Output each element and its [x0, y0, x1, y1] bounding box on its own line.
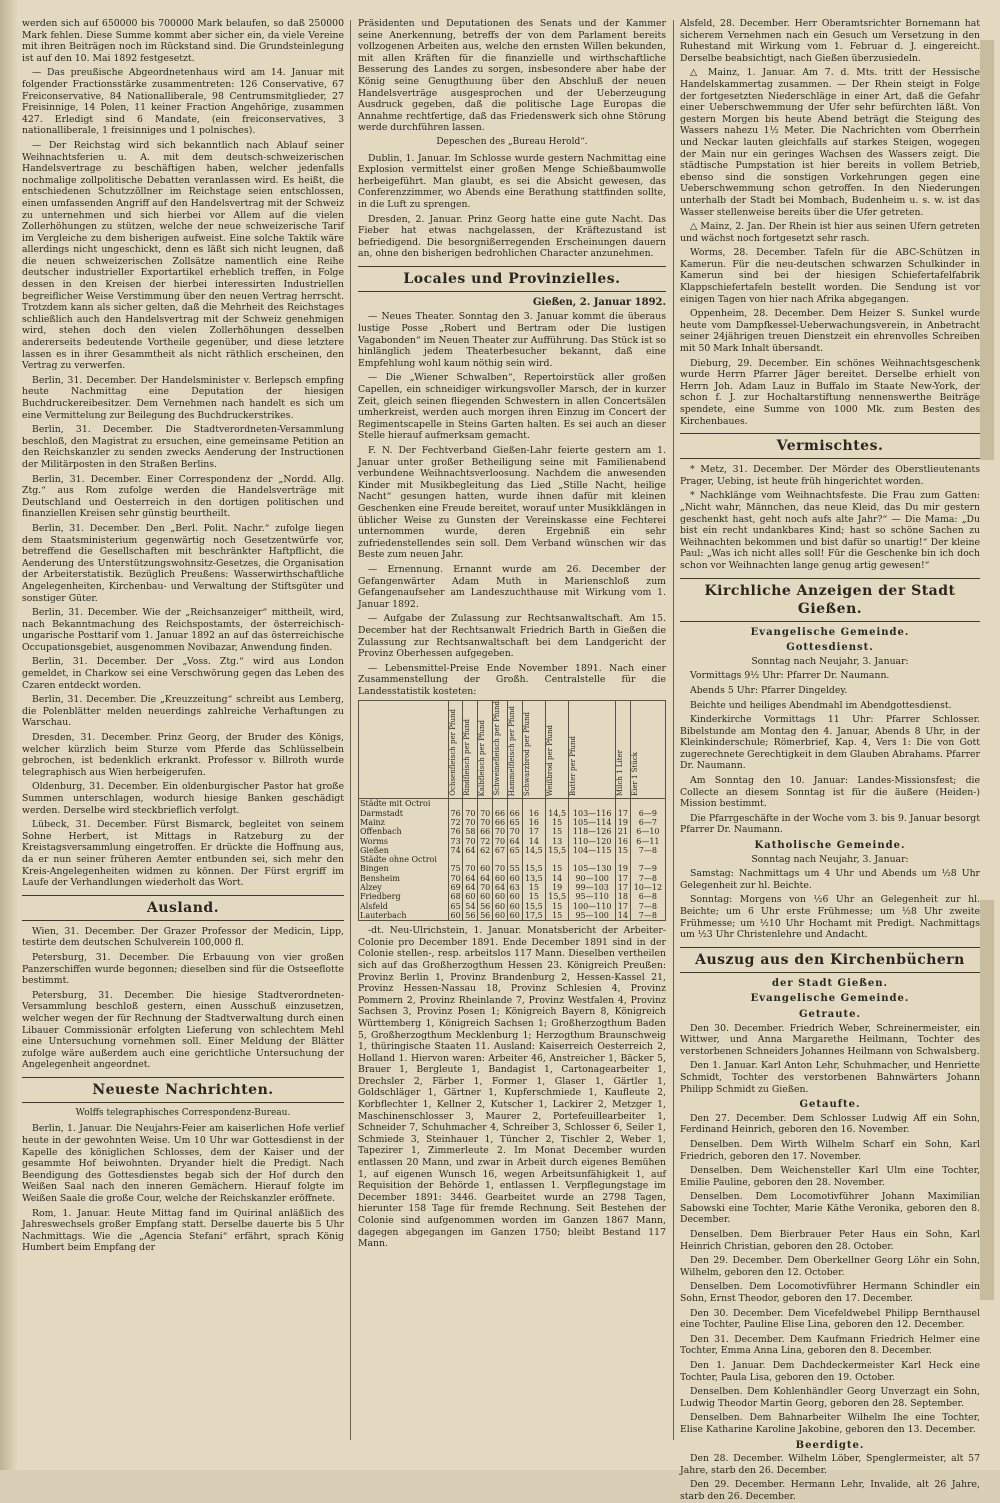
news-item: Berlin, 1. Januar. Die Neujahrs-Feier am kaiserlichen Hofe verlief heute in der gewohnten Weise. Um 10 Uhr war Gottesdienst in der Kapelle des königlichen Schlosses, dem der Kaiser und der gesammte Hof beiwohnten. Dryander hielt die Predigt. Nach Beendigung des Gottesdienstes begab sich der Hof durch den Weißen Saal nach den inneren Gemächern. Hierauf folgte im Weißen Saale die große Cour, welche der Reichskanzler eröffnete. — [22, 1123, 344, 1205]
table-cell: 70 — [493, 864, 508, 873]
table-cell: 15 — [546, 864, 569, 873]
table-header-label: Schwarzbrod per Pfund — [522, 711, 531, 797]
table-cell — [546, 799, 569, 809]
news-item: Petersburg, 31. December. Die hiesige Stadtverordneten-Versammlung beschloß gestern, einen Ausschuß einzusetzen, welcher wegen der für Rechnung der Stadtverwaltung durch einen Libauer Commissionär erfolgten Lieferung von schlechtem Mehl eine Untersuchung vornehmen soll. Einer Meldung der Blätter zufolge wäre außerdem auch eine gerichtliche Untersuchung der Angelegenheit angeordnet. — [22, 989, 344, 1071]
news-item: Berlin, 31. December. Die „Kreuzzeitung“ schreibt aus Lemberg, die Polenblätter melden neuerdings zahlreiche Verhaftungen zu Warschau. — [22, 694, 344, 729]
service-line: Am Sonntag den 10. Januar: Landes-Missionsfest; die Collecte an diesem Sonntag ist für die äußere (Heiden-) Mission bestimmt. — [680, 775, 980, 810]
table-cell: 70 — [507, 827, 522, 836]
table-cell — [522, 855, 545, 864]
service-line: Sonntag nach Neujahr, 3. Januar: — [751, 853, 909, 865]
table-cell: 70 — [478, 818, 493, 827]
table-cell: 65 — [448, 902, 463, 911]
table-cell: 7—8 — [630, 846, 665, 855]
subheading-stadt: der Stadt Gießen. — [772, 977, 888, 989]
table-header-label: Kalbfleisch per Pfund — [478, 719, 487, 797]
table-cell: 60 — [493, 874, 508, 883]
table-header — [546, 701, 569, 799]
news-item: — Die „Wiener Schwalben“, Repertoirstück aller großen Capellen, ein schneidiger wirkungsvoller Marsch, der in kurzer Zeit, gleich seinen fliegenden Schwestern in allen Concertsälen umherkreist, werden auch morgen ihren Einzug im Concert der Regimentscapelle in Steins Garten halten. Es sei auch an dieser Stelle hierauf aufmerksam gemacht. — [358, 372, 666, 442]
table-cell: 17 — [615, 902, 630, 911]
table-cell: 15 — [546, 818, 569, 827]
service-line: Abends 5 Uhr: Pfarrer Dingeldey. — [690, 684, 848, 696]
column-left — [22, 18, 344, 1458]
subheading-getaufte: Getaufte. — [799, 1099, 861, 1111]
news-item: Dublin, 1. Januar. Im Schlosse wurde gestern Nachmittag eine Explosion vermittelst einer großen Menge Schießbaumwolle herbeigeführt. Man glaubt, es sei die Absicht gewesen, das Conferenzzimmer, wo Abends eine Berathung stattfinden sollte, in die Luft zu sprengen. — [358, 152, 666, 210]
register-entry: Den 30. December. Friedrich Weber, Schreinermeister, ein Wittwer, und Anna Margarethe Heilmann, Tochter des verstorbenen Schneiders Johannes Heilmann von Schwalsberg. — [680, 1022, 980, 1057]
register-entry: Denselben. Dem Wirth Wilhelm Scharf ein Sohn, Karl Friedrich, geboren den 17. November. — [680, 1138, 980, 1162]
table-cell: 17 — [615, 874, 630, 883]
news-item: Lübeck, 31. December. Fürst Bismarck, begleitet von seinem Sohne Herbert, ist Mittags in Ratzeburg zu der Kreistagsversammlung eingetroffen. Er drückte die Hoffnung aus, da er nun seiner früheren Aemter entbunden sei, sich mehr den Kreis-Angelegenheiten widmen zu können. Der Fürst ergriff im Laufe der Verhandlungen wiederholt das Wort. — [22, 819, 344, 889]
table-row — [359, 883, 666, 892]
column-right — [680, 18, 980, 1502]
table-cell: 60 — [478, 892, 493, 901]
service-line: Samstag: Nachmittags um 4 Uhr und Abends um ½8 Uhr Gelegenheit zur hl. Beichte. — [680, 868, 980, 891]
table-cell: 103—116 — [569, 809, 616, 818]
table-cell: 70 — [493, 837, 508, 846]
table-cell: 7—8 — [630, 902, 665, 911]
table-row — [359, 902, 666, 911]
table-cell: 105—130 — [569, 864, 616, 873]
table-cell: 110—120 — [569, 837, 616, 846]
table-cell: 15 — [522, 892, 545, 901]
table-header-label: Weißbrod per Pfund — [546, 724, 555, 797]
table-cell: 64 — [493, 883, 508, 892]
table-cell — [448, 799, 463, 809]
section-heading-kirchliche: Kirchliche Anzeigen der Stadt Gießen. — [680, 578, 980, 622]
table-cell: 100—110 — [569, 902, 616, 911]
table-cell: 70 — [463, 837, 478, 846]
table-cell: 7—8 — [630, 911, 665, 921]
table-row — [359, 892, 666, 901]
news-item: Berlin, 31. December. Die Stadtverordneten-Versammlung beschloß, den Magistrat zu ersuchen, eine gemeinsame Petition an den Reichskanzler zu senden zwecks Aenderung der Instructionen der Militärposten in den Straßen Berlins. — [22, 424, 344, 470]
table-cell-city: Friedberg — [359, 892, 449, 901]
table-cell: 66 — [493, 809, 508, 818]
table-cell: 68 — [448, 892, 463, 901]
news-item: — Lebensmittel-Preise Ende November 1891. Nach einer Zusammenstellung der Großh. Centralstelle für die Landesstatistik kosteten: — [358, 662, 666, 697]
table-cell: 58 — [463, 827, 478, 836]
table-cell: 73 — [448, 837, 463, 846]
table-cell-city: Lauterbach — [359, 911, 449, 921]
table-cell: 64 — [463, 874, 478, 883]
section-heading-auszug: Auszug aus den Kirchenbüchern — [680, 947, 980, 973]
subheading-gottesdienst: Gottesdienst. — [786, 642, 874, 654]
table-header — [493, 701, 508, 799]
service-line: Beichte und heiliges Abendmahl im Abendgottesdienst. — [690, 699, 952, 711]
register-entry: Den 29. December. Hermann Lehr, Invalide, alt 26 Jahre, starb den 26. December. — [680, 1479, 980, 1502]
table-header — [615, 701, 630, 799]
register-entry: Den 28. December. Wilhelm Löber, Spenglermeister, alt 57 Jahre, starb den 26. December. — [680, 1453, 980, 1476]
table-header — [630, 701, 665, 799]
table-header — [463, 701, 478, 799]
table-cell: 14,5 — [522, 846, 545, 855]
table-row — [359, 809, 666, 818]
table-cell — [493, 799, 508, 809]
table-cell: 56 — [478, 902, 493, 911]
table-cell: 7—8 — [630, 874, 665, 883]
table-cell: 60 — [448, 911, 463, 921]
paper-edge-stain — [980, 40, 994, 460]
table-header-city — [359, 701, 449, 799]
table-cell: 60 — [507, 874, 522, 883]
table-cell — [448, 855, 463, 864]
table-cell — [493, 855, 508, 864]
register-entry: Den 30. December. Dem Vicefeldwebel Philipp Bernthausel eine Tochter, Pauline Elise Lina, geboren den 12. December. — [680, 1307, 980, 1331]
table-cell-city: Worms — [359, 837, 449, 846]
news-item: Wien, 31. December. Der Grazer Professor der Medicin, Lipp, testirte dem deutschen Schulverein 100,000 fl. — [22, 925, 344, 949]
table-cell — [522, 799, 545, 809]
table-cell: 15 — [546, 902, 569, 911]
register-entry: Denselben. Dem Locomotivführer Hermann Schindler ein Sohn, Ernst Theodor, geboren den 17. December. — [680, 1281, 980, 1305]
news-item: — Ernennung. Ernannt wurde am 26. December der Gefangenwärter Adam Muth in Marienschloß zum Gefangenaufseher am Landeszuchthause mit Wirkung vom 1. Januar 1892. — [358, 563, 666, 610]
table-cell: 72 — [448, 818, 463, 827]
table-cell: 19 — [615, 818, 630, 827]
news-item: Dresden, 2. Januar. Prinz Georg hatte eine gute Nacht. Das Fieber hat etwas nachgelassen, der Kräftezustand ist befriedigend. Die besorgnißerregenden Erscheinungen dauern an, ohne den bisherigen bedrohlichen Character anzunehmen. — [358, 213, 666, 260]
dateline: Gießen, 2. Januar 1892. — [532, 296, 666, 308]
table-cell — [569, 855, 616, 864]
table-cell: 14 — [546, 874, 569, 883]
table-cell: 15 — [615, 846, 630, 855]
table-cell: 95—110 — [569, 892, 616, 901]
table-cell: 19 — [546, 883, 569, 892]
table-cell: 67 — [493, 846, 508, 855]
table-cell-city: Gießen — [359, 846, 449, 855]
table-cell: 17 — [615, 809, 630, 818]
table-cell: 63 — [507, 883, 522, 892]
news-item: Oldenburg, 31. December. Ein oldenburgischer Pastor hat große Summen unterschlagen, wodurch hiesige Banken geschädigt werden. Derselbe wird steckbrieflich verfolgt. — [22, 781, 344, 816]
table-cell: 7—9 — [630, 864, 665, 873]
table-cell: 60 — [507, 902, 522, 911]
table-cell: 60 — [493, 902, 508, 911]
table-row — [359, 864, 666, 873]
table-cell — [478, 855, 493, 864]
table-cell — [507, 799, 522, 809]
table-cell: 76 — [448, 827, 463, 836]
register-entry: Denselben. Dem Weichensteller Karl Ulm eine Tochter, Emilie Pauline, geboren den 28. November. — [680, 1165, 980, 1188]
table-cell: 19 — [615, 864, 630, 873]
register-entry: Denselben. Dem Kohlenhändler Georg Unverzagt ein Sohn, Ludwig Theodor Martin Georg, geboren den 28. September. — [680, 1386, 980, 1409]
table-cell: 105—114 — [569, 818, 616, 827]
table-cell: 64 — [463, 883, 478, 892]
news-item: F. N. Der Fechtverband Gießen-Lahr feierte gestern am 1. Januar unter großer Betheiligung seine mit Familienabend verbundene Weihnachtsverloosung. Nachdem die anwesenden Kinder mit Musikbegleitung das Lied „Stille Nacht, heilige Nacht“ gesungen hatten, wurde ihnen dafür mit kleinen Geschenken eine Freude bereitet, worauf unter Musikklängen in üblicher Weise zu Gunsten der Vereinskasse eine Fechterei unternommen wurde, deren Ergebniß ein sehr zufriedenstellendes sein soll. Dem Verband wünschen wir das Beste zum neuen Jahr. — [358, 445, 666, 561]
table-group-label: Städte mit Octroi — [359, 799, 449, 809]
table-cell: 65 — [507, 818, 522, 827]
table-cell: 14,5 — [546, 809, 569, 818]
table-row — [359, 846, 666, 855]
service-line: Die Pfarrgeschäfte in der Woche vom 3. bis 9. Januar besorgt Pfarrer Dr. Naumann. — [680, 812, 980, 836]
news-item: Rom, 1. Januar. Heute Mittag fand im Quirinal anläßlich des Jahreswechsels großer Empfang statt. Derselbe dauerte bis 5 Uhr Nachmittags. Wie die „Agencia Stefani“ erfährt, sprach König Humbert beim Empfang der — [22, 1207, 344, 1254]
table-cell: 6—10 — [630, 827, 665, 836]
table-cell: 56 — [463, 911, 478, 921]
table-cell — [507, 855, 522, 864]
table-cell: 64 — [478, 874, 493, 883]
table-cell: 66 — [493, 818, 508, 827]
table-cell: 14 — [522, 837, 545, 846]
news-item: — Aufgabe der Zulassung zur Rechtsanwaltschaft. Am 15. December hat der Rechtsanwalt Friedrich Barth in Gießen die Zulassung zur Rechtsanwaltschaft bei dem Landgericht der Provinz Oberhessen aufgegeben. — [358, 613, 666, 660]
news-item: Berlin, 31. December. Der Handelsminister v. Berlepsch empfing heute Nachmittag eine Deputation der hiesigen Buchdruckereibesitzer. Dem Vernehmen nach handelt es sich um eine Vermittelung zur Beilegung des Buchdruckerstrikes. — [22, 374, 344, 421]
table-cell-city: Bingen — [359, 864, 449, 873]
table-cell: 60 — [493, 911, 508, 921]
table-header — [569, 701, 616, 799]
table-cell: 15 — [546, 911, 569, 921]
table-cell-city: Mainz — [359, 818, 449, 827]
table-cell: 70 — [463, 818, 478, 827]
table-cell: 64 — [507, 837, 522, 846]
table-cell: 66 — [507, 809, 522, 818]
news-item: Berlin, 31. December. Einer Correspondenz der „Nordd. Allg. Ztg.“ aus Rom zufolge werden die Handelsverträge mit Deutschland und Oesterreich in den dortigen politischen und finanziellen Kreisen sehr günstig beurtheilt. — [22, 473, 344, 520]
section-heading-neueste: Neueste Nachrichten. — [22, 1077, 344, 1103]
food-price-table — [358, 700, 666, 921]
news-item: Alsfeld, 28. December. Herr Oberamtsrichter Bornemann hat sicherem Vernehmen nach ein Gesuch um Versetzung in den Ruhestand mit Wirkung vom 1. Februar d. J. eingereicht. Derselbe beabsichtigt, nach Gießen überzusiedeln. — [680, 18, 980, 64]
register-entry: Denselben. Dem Locomotivführer Johann Maximilian Sabowski eine Tochter, Marie Käthe Veronika, geboren den 8. December. — [680, 1191, 980, 1226]
table-header-label: Milch 1 Liter — [615, 749, 624, 797]
table-cell: 13,5 — [522, 874, 545, 883]
table-cell: 75 — [448, 864, 463, 873]
subheading-evangelisch: Evangelische Gemeinde. — [750, 626, 910, 638]
table-cell: 60 — [507, 892, 522, 901]
news-item: Worms, 28. December. Tafeln für die ABC-Schützen in Kamerun. Für die neu-deutschen schwarzen Schulkinder in Kamerun sind bei der hiesigen Schiefertafelfabrik Klappschiefertafeln bestellt worden. Die Sendung ist vor einigen Tagen von hier nach Afrika abgegangen. — [680, 247, 980, 305]
register-entry: Den 1. Januar. Karl Anton Lehr, Schuhmacher, und Henriette Schmidt, Tochter des verstorbenen Bahnwärters Johann Philipp Schmidt zu Gießen. — [680, 1060, 980, 1095]
table-cell: 17 — [615, 883, 630, 892]
news-item: Oppenheim, 28. December. Dem Heizer S. Sunkel wurde heute vom Dampfkessel-Ueberwachungsverein, in Anbetracht seiner 24jährigen treuen Dienstzeit ein ehrenvolles Schreiben mit 50 Mark Inhalt übersandt. — [680, 308, 980, 355]
table-cell — [615, 855, 630, 864]
table-cell: 90—100 — [569, 874, 616, 883]
table-cell: 69 — [448, 883, 463, 892]
table-cell-city: Darmstadt — [359, 809, 449, 818]
table-cell: 72 — [478, 837, 493, 846]
table-cell: 16 — [522, 809, 545, 818]
table-cell: 70 — [478, 809, 493, 818]
table-cell: 118—126 — [569, 827, 616, 836]
table-cell — [463, 799, 478, 809]
table-header-label: Schweinefleisch per Pfund — [493, 701, 502, 797]
table-cell: 13 — [546, 837, 569, 846]
news-item: * Nachklänge vom Weihnachtsfeste. Die Frau zum Gatten: „Nicht wahr, Männchen, das neue Kleid, das Du mir gestern geschenkt hast, geht noch aufs alte Jahr?“ — Die Mama: „Du bist ein recht undankbares Kind; hast so schöne Sachen zu Weihnachten bekommen und bist dafür so unartig!“ Der kleine Paul: „Was ich nicht alles soll! Für die Geschenke bin ich doch schon vor Weihnachten lange genug artig gewesen!“ — [680, 490, 980, 571]
table-cell: 65 — [507, 846, 522, 855]
service-line: Sonntag nach Neujahr, 3. Januar: — [751, 655, 909, 667]
subheading-evangelisch: Evangelische Gemeinde. — [750, 993, 910, 1005]
table-cell: 17,5 — [522, 911, 545, 921]
page-fold-shadow — [0, 0, 18, 1470]
table-cell: 15 — [522, 883, 545, 892]
news-item: * Metz, 31. December. Der Mörder des Oberstlieutenants Prager, Uebing, ist heute früh hingerichtet worden. — [680, 464, 980, 487]
table-cell — [630, 855, 665, 864]
table-group-row — [359, 855, 666, 864]
table-cell: 17 — [522, 827, 545, 836]
table-cell: 70 — [478, 883, 493, 892]
table-cell: 10—12 — [630, 883, 665, 892]
register-entry: Denselben. Dem Bierbrauer Peter Haus ein Sohn, Karl Heinrich Christian, geboren den 28. October. — [680, 1229, 980, 1252]
news-item: — Neues Theater. Sonntag den 3. Januar kommt die überaus lustige Posse „Robert und Bertram oder Die lustigen Vagabonden“ im Neuen Theater zur Aufführung. Das Stück ist so hinlänglich jedem Theaterbesucher bekannt, daß eine Empfehlung wohl kaum nöthig sein wird. — [358, 311, 666, 369]
table-cell: 76 — [448, 809, 463, 818]
register-entry: Den 29. December. Dem Oberkellner Georg Löhr ein Sohn, Wilhelm, geboren den 12. October. — [680, 1255, 980, 1278]
table-cell: 15,5 — [522, 902, 545, 911]
table-cell: 55 — [507, 864, 522, 873]
column-rule — [673, 20, 674, 1440]
table-cell: 70 — [448, 874, 463, 883]
table-header — [478, 701, 493, 799]
table-cell: 62 — [478, 846, 493, 855]
section-subheading-herold: Depeschen des „Bureau Herold“. — [436, 136, 588, 147]
table-cell: 70 — [493, 827, 508, 836]
subheading-katholisch: Katholische Gemeinde. — [754, 840, 906, 852]
service-line: Kinderkirche Vormittags 11 Uhr: Pfarrer Schlosser. Bibelstunde am Montag den 4. Januar, Abends 8 Uhr, in der Kleinkinderschule; Römerbrief, Kap. 4, Vers 1: Die von Gott zugerechnete Gerechtigkeit in dem Glauben Abrahams. Pfarrer Dr. Naumann. — [680, 714, 980, 772]
table-cell: 16 — [615, 837, 630, 846]
subheading-beerdigte: Beerdigte. — [795, 1439, 865, 1451]
table-cell — [630, 799, 665, 809]
table-cell: 6—7 — [630, 818, 665, 827]
table-cell: 70 — [463, 809, 478, 818]
table-cell: 6—11 — [630, 837, 665, 846]
table-cell: 15,5 — [546, 846, 569, 855]
table-cell: 64 — [463, 846, 478, 855]
table-cell: 54 — [463, 902, 478, 911]
table-cell: 15,5 — [546, 892, 569, 901]
table-cell: 16 — [522, 818, 545, 827]
table-cell: 6—8 — [630, 892, 665, 901]
article-paragraph: — Das preußische Abgeordnetenhaus wird am 14. Januar mit folgender Fractionsstärke zusammentreten: 126 Conservative, 67 Freiconservative, 84 Nationalliberale, 98 Centrumsmitglieder, 27 Freisinnige, 14 Polen, 11 keiner Fraction Angehörige, zusammen 427. Erledigt sind 6 Mandate, (ein freiconservatives, 3 nationalliberale, 1 freisinniges und 1 polnisches). — [22, 67, 344, 137]
news-item: Berlin, 31. December. Der „Voss. Ztg.“ wird aus London gemeldet, in Charkow sei eine Verschwörung gegen das Leben des Czaren entdeckt worden. — [22, 656, 344, 691]
table-cell — [569, 799, 616, 809]
table-cell: 60 — [493, 892, 508, 901]
table-cell: 104—115 — [569, 846, 616, 855]
table-cell-city: Offenbach — [359, 827, 449, 836]
table-cell — [615, 799, 630, 809]
news-item: -dt. Neu-Ulrichstein, 1. Januar. Monatsbericht der Arbeiter-Colonie pro December 1891. Ende December 1891 sind in der Colonie stellen-, resp. arbeitslos 117 Mann. Dieselben vertheilen sich auf das Großherzogthum Hessen 23. Königreich Preußen: Provinz Berlin 1, Provinz Brandenburg 2, Hessen-Kassel 21, Provinz Hessen-Nassau 18, Provinz Schlesien 4, Provinz Pommern 2, Provinz Rheinlande 7, Provinz Westfalen 4, Provinz Sachsen 3, Provinz Posen 1; Königreich Bayern 8, Königreich Württemberg 1, Königreich Sachsen 1; Großherzogthum Baden 5, Großherzogthum Mecklenburg 1; Herzogthum Braunschweig 1, thüringische Staaten 11. Ausland: Kaiserreich Oesterreich 2, Holland 1. Hiervon waren: Arbeiter 46, Anstreicher 1, Bäcker 5, Brauer 1, Bergleute 1, Bandagist 1, Cartonagearbeiter 1, Drechsler 2, Färber 1, Former 1, Glaser 1, Gärtler 1, Goldschläger 1, Gärtner 1, Kupferschmiede 1, Kaufleute 2, Korbflechter 1, Kellner 2, Kutscher 1, Lackirer 2, Metzger 1, Maschinenschlosser 3, Maurer 2, Portefeuillearbeiter 1, Schneider 7, Schuhmacher 4, Schreiber 3, Schlosser 6, Seiler 1, Schmiede 3, Steinhauer 1, Tüncher 2, Tischler 2, Weber 1, Tapezirer 1, Zimmerleute 2. Im Monat December wurden entlassen 20 Mann, und zwar in Arbeit durch eigenes Bemühen 1, auf eigenen Wunsch 16, wegen Arbeitsunfähigkeit 1, auf Requisition der Behörde 1, entlassen 1. Verpflegungstage im December 1891: 3446. Gearbeitet wurde an 2798 Tagen, hierunter 158 Tage für fremde Rechnung. Seit Bestehen der Colonie sind aufgenommen worden im Ganzen 1867 Mann, dagegen abgegangen im Ganzen 1750; bleibt Bestand 117 Mann. — [358, 925, 666, 1250]
table-row — [359, 827, 666, 836]
table-cell: 56 — [478, 911, 493, 921]
table-cell-city: Alzey — [359, 883, 449, 892]
table-cell: 99—103 — [569, 883, 616, 892]
register-entry: Den 27. December. Dem Schlosser Ludwig Aff ein Sohn, Ferdinand Heinrich, geboren den 16. November. — [680, 1112, 980, 1136]
table-cell — [546, 855, 569, 864]
table-cell: 60 — [507, 911, 522, 921]
table-cell: 60 — [463, 892, 478, 901]
column-middle — [358, 18, 666, 1458]
section-heading-ausland: Ausland. — [22, 895, 344, 921]
section-heading-vermischtes: Vermischtes. — [680, 433, 980, 459]
section-subheading: Wolffs telegraphisches Correspondenz-Bureau. — [75, 1107, 291, 1118]
service-line: Sonntag: Morgens von ½6 Uhr an Gelegenheit zur hl. Beichte; um 6 Uhr erste Frühmesse; um ½8 Uhr zweite Frühmesse; um ½10 Uhr Hochamt mit Predigt. Nachmittags um ½3 Uhr Christenlehre und Andacht. — [680, 894, 980, 941]
table-cell: 21 — [615, 827, 630, 836]
table-row — [359, 818, 666, 827]
news-item: Dresden, 31. December. Prinz Georg, der Bruder des Königs, welcher kürzlich beim Sturze vom Pferde das Schlüsselbein gebrochen, ist bedenklich erkrankt. Professor v. Billroth wurde telegraphisch aus Wien herbeigerufen. — [22, 732, 344, 778]
article-paragraph: — Der Reichstag wird sich bekanntlich nach Ablauf seiner Weihnachtsferien u. A. mit dem deutsch-schweizerischen Handelsvertrage zu beschäftigen haben, welcher jedenfalls nochmalige zollpolitische Debatten veranlassen wird. Es heißt, die entschiedenen Schutzzöllner im Reichstage seien entschlossen, einen umfassenden Angriff auf den Handelsvertrag mit der Schweiz zu unternehmen und sich hierbei vor Allem auf die vielen Zollerhöhungen zu stützen, welche der neue schweizerische Tarif im Vergleiche zu dem bisherigen aufweist. Eine solche Taktik wäre allerdings nicht ungeschickt, denn es läßt sich nicht leugnen, daß die neuen schweizerischen Zollsätze namentlich eine Reihe deutscher industrieller Exportartikel erheblich treffen, in Folge dessen in den Kreisen der hierbei interessirten Industriellen begreiflicher Weise Verstimmung über den neuen Vertrag herrscht. Trotzdem kann als sicher gelten, daß die Mehrheit des Reichstages schließlich auch den Handelsvertrag mit der Schweiz genehmigen wird, stehen doch den vielen Zollerhöhungen desselben andererseits bedeutende Vortheile gegenüber, und diese letztere lassen es in ihrer Gesammtheit als nicht räthlich erscheinen, den Vertrag zu verwerfen. — [22, 139, 344, 372]
table-row — [359, 837, 666, 846]
table-header — [448, 701, 463, 799]
table-cell: 15 — [546, 827, 569, 836]
table-cell: 14 — [615, 911, 630, 921]
register-entry: Den 1. Januar. Dem Dachdeckermeister Karl Heck eine Tochter, Paula Lisa, geboren den 19. October. — [680, 1360, 980, 1383]
column-rule — [350, 20, 351, 1440]
news-item: Berlin, 31. December. Den „Berl. Polit. Nachr.“ zufolge liegen dem Staatsministerium gegenwärtig noch Gesetzentwürfe vor, betreffend die Gesellschaften mit beschränkter Haftpflicht, die Aenderung des Unterstützungswohnsitz-Gesetzes, die Organisation der Arbeiterstatistik. Bezüglich Preußens: Wasserwirthschaftliche Angelegenheiten, Kirchenbau- und Verwaltung der Stiftsgüter und sonstiger Güter. — [22, 522, 344, 604]
service-line: Vormittags 9½ Uhr: Pfarrer Dr. Naumann. — [690, 670, 890, 682]
table-cell: 74 — [448, 846, 463, 855]
news-item: Dieburg, 29. December. Ein schönes Weihnachtsgeschenk wurde Herrn Pfarrer Jäger bereitet. Derselbe erhielt von Herrn Joh. Adam Lauz in Buffalo im Staate New-York, der schon f. J. zur Hochaltarstiftung nennenswerthe Beiträge spendete, eine Summe von 1000 Mk. zum Besten des Kirchenbaues. — [680, 357, 980, 427]
news-item: △ Mainz, 1. Januar. Am 7. d. Mts. tritt der Hessische Handelskammertag zusammen. — Der Rhein steigt in Folge der fortgesetzten Niederschläge in einer Art, daß die Gefahr einer Ueberschwemmung der Ufer sehr befürchten läßt. Von gestern Morgen bis heute Abend beträgt die Steigung des Wassers nahezu 1½ Meter. Die Nachrichten vom Oberrhein und Neckar lauten gleichfalls auf starkes Steigen, wogegen der Main nur ein geringes Wachsen des Wassers zeigt. Die städtische Pumpstation ist hier bereits in vollem Betrieb, ebenso sind die sonstigen Vorkehrungen gegen eine Ueberschwemmung schon getroffen. In den Niederungen unterhalb der Stadt bei Mombach, Budenheim u. s. w. ist das Wasser stellenweise bereits über die Ufer getreten. — [680, 67, 980, 218]
paper-edge-stain — [980, 900, 994, 1300]
table-header-label: Rindfleisch per Pfund — [463, 719, 472, 797]
table-header — [507, 701, 522, 799]
table-cell-city: Alsfeld — [359, 902, 449, 911]
table-header-label: Eier 1 Stück — [630, 751, 639, 797]
table-group-row — [359, 799, 666, 809]
table-cell: 15,5 — [522, 864, 545, 873]
table-cell-city: Bensheim — [359, 874, 449, 883]
table-header — [522, 701, 545, 799]
news-item: Berlin, 31. December. Wie der „Reichsanzeiger“ mittheilt, wird, nach Bekanntmachung des Reichspostamts, der österreichisch-ungarische Posttarif vom 1. Januar 1892 an auf das österreichische Occupationsgebiet, ausgenommen Novibazar, Anwendung finden. — [22, 607, 344, 653]
section-heading-locales: Locales und Provinzielles. — [358, 266, 666, 292]
table-row — [359, 911, 666, 921]
table-cell: 70 — [463, 864, 478, 873]
table-cell: 60 — [478, 864, 493, 873]
news-item: △ Mainz, 2. Jan. Der Rhein ist hier aus seinen Ufern getreten und wächst noch fortgesetzt sehr rasch. — [680, 221, 980, 244]
news-item: Petersburg, 31. December. Die Erbauung von vier großen Panzerschiffen wurde begonnen; dieselben sind für die Ostseeflotte bestimmt. — [22, 951, 344, 987]
article-paragraph: Präsidenten und Deputationen des Senats und der Kammer seine Anerkennung, betreffs der von dem Parlament bereits vollzogenen Arbeiten aus, welche den ernsten Willen bekunden, mit allen Kräften für die finanzielle und wirthschaftliche Besserung des Landes zu sorgen, insbesondere aber habe der König seine Genugthuung über den Abschluß der neuen Handelsverträge ausgesprochen und der Ueberzeugung Ausdruck gegeben, daß die politische Lage Europas die Annahme rechtfertige, daß das Friedenswerk sich ohne Störung werde durchführen lassen. — [358, 18, 666, 134]
register-entry: Denselben. Dem Bahnarbeiter Wilhelm Ihe eine Tochter, Elise Katharine Karoline Jakobine, geboren den 13. December. — [680, 1412, 980, 1435]
table-cell — [478, 799, 493, 809]
table-group-label: Städte ohne Octroi — [359, 855, 449, 864]
table-cell: 6—9 — [630, 809, 665, 818]
table-cell: 18 — [615, 892, 630, 901]
table-header-label: Butter per Pfund — [569, 736, 578, 797]
table-header-label: Ochsenfleisch per Pfund — [448, 709, 457, 797]
article-paragraph: werden sich auf 650000 bis 700000 Mark belaufen, so daß 250000 Mark fehlen. Diese Summe kommt aber sicher ein, da viele Vereine mit ihren Beiträgen noch im Rückstand sind. Die Grundsteinlegung ist auf den 10. Mai 1892 festgesetzt. — [22, 18, 344, 64]
register-entry: Den 31. December. Dem Kaufmann Friedrich Helmer eine Tochter, Emma Anna Lina, geboren den 8. December. — [680, 1333, 980, 1357]
table-cell — [463, 855, 478, 864]
table-cell: 95—100 — [569, 911, 616, 921]
subheading-getraute: Getraute. — [798, 1008, 861, 1020]
table-header-label: Hammelfleisch per Pfund — [507, 705, 516, 797]
table-cell: 66 — [478, 827, 493, 836]
table-row — [359, 874, 666, 883]
